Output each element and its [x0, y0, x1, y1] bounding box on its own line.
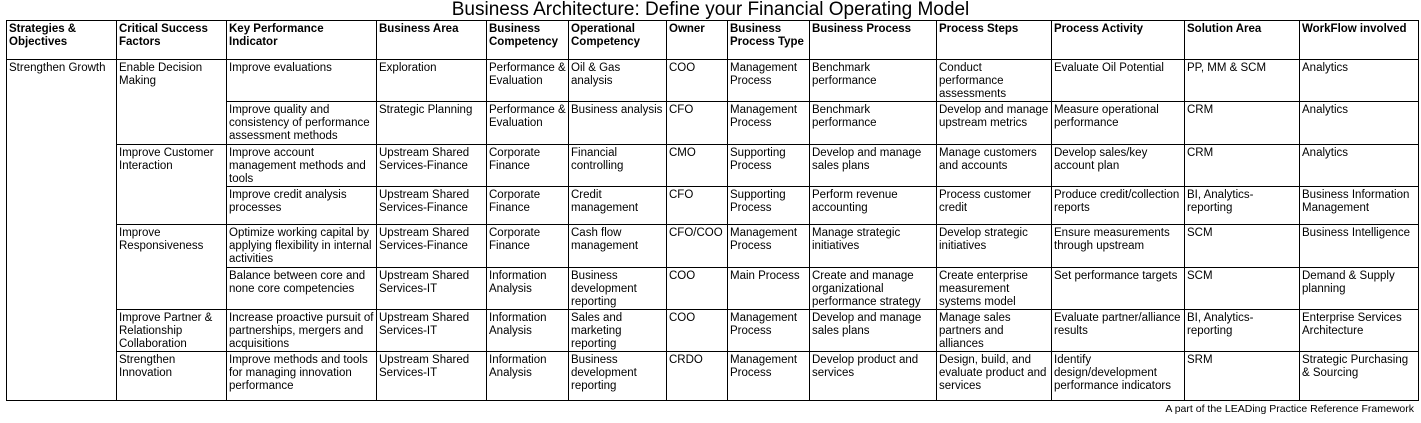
table-cell [7, 225, 117, 267]
table-cell: Measure operational performance [1052, 102, 1185, 144]
table-cell: Ensure measurements through upstream [1052, 225, 1185, 267]
column-header: Process Steps [937, 21, 1052, 60]
table-cell: Develop strategic initiatives [937, 225, 1052, 267]
table-cell: Analytics [1300, 144, 1419, 186]
table-cell: Develop and manage sales plans [810, 144, 937, 186]
table-cell: Sales and marketing reporting [569, 310, 667, 352]
table-cell: Supporting Process [728, 144, 810, 186]
table-cell: Improve account management methods and tools [227, 144, 377, 186]
table-cell: Develop and manage sales plans [810, 310, 937, 352]
table-cell: Upstream Shared Services-IT [377, 352, 487, 401]
table-cell [7, 187, 117, 225]
table-cell: Upstream Shared Services-IT [377, 310, 487, 352]
page-title: Business Architecture: Define your Financial Operating Model [451, 0, 970, 20]
table-cell: Identify design/development performance indicators [1052, 352, 1185, 401]
table-cell: Oil & Gas analysis [569, 60, 667, 102]
table-cell: Upstream Shared Services-Finance [377, 144, 487, 186]
table-cell: Develop product and services [810, 352, 937, 401]
table-cell [7, 267, 117, 309]
table-cell: SRM [1185, 352, 1300, 401]
table-cell: Improve credit analysis processes [227, 187, 377, 225]
table-cell: Produce credit/collection reports [1052, 187, 1185, 225]
table-cell: Enable Decision Making [117, 60, 227, 102]
table-cell: Strengthen Innovation [117, 352, 227, 401]
column-header: Strategies & Objectives [7, 21, 117, 60]
column-header: Process Activity [1052, 21, 1185, 60]
table-row [7, 352, 1419, 401]
table-cell: Conduct performance assessments [937, 60, 1052, 102]
column-header: Solution Area [1185, 21, 1300, 60]
table-cell: CRDO [667, 352, 728, 401]
table-cell: SCM [1185, 225, 1300, 267]
column-header: Business Area [377, 21, 487, 60]
table-cell: Business development reporting [569, 352, 667, 401]
table-cell: Information Analysis [487, 352, 569, 401]
table-cell: SCM [1185, 267, 1300, 309]
table-cell: Analytics [1300, 60, 1419, 102]
table-cell: Benchmark performance [810, 102, 937, 144]
table-cell: Management Process [728, 102, 810, 144]
footer-note: A part of the LEADing Practice Reference Framework [1165, 403, 1414, 415]
column-header: Operational Competency [569, 21, 667, 60]
table-cell: Set performance targets [1052, 267, 1185, 309]
table-cell: Improve quality and consistency of performance assessment methods [227, 102, 377, 144]
table-row [7, 60, 1419, 102]
table-cell: Develop sales/key account plan [1052, 144, 1185, 186]
table-cell: Process customer credit [937, 187, 1052, 225]
table-cell: Business Intelligence [1300, 225, 1419, 267]
table-cell: Upstream Shared Services-IT [377, 267, 487, 309]
column-header: Owner [667, 21, 728, 60]
table-cell: Corporate Finance [487, 187, 569, 225]
table-cell: Business Information Management [1300, 187, 1419, 225]
table-cell: Performance & Evaluation [487, 102, 569, 144]
column-header: Business Process [810, 21, 937, 60]
table-cell: Management Process [728, 225, 810, 267]
table-cell: Improve methods and tools for managing innovation performance [227, 352, 377, 401]
table-cell: Enterprise Services Architecture [1300, 310, 1419, 352]
table-cell: Develop and manage upstream metrics [937, 102, 1052, 144]
table-cell: Performance & Evaluation [487, 60, 569, 102]
table-cell: Upstream Shared Services-Finance [377, 225, 487, 267]
table-cell: Demand & Supply planning [1300, 267, 1419, 309]
table-cell: CFO/COO [667, 225, 728, 267]
table-cell: Strategic Purchasing & Sourcing [1300, 352, 1419, 401]
column-header: Critical Success Factors [117, 21, 227, 60]
table-cell: Improve Customer Interaction [117, 144, 227, 186]
table-cell: Strategic Planning [377, 102, 487, 144]
table-cell [7, 352, 117, 401]
table-cell: Credit management [569, 187, 667, 225]
table-row [7, 102, 1419, 144]
table-row [7, 225, 1419, 267]
table-cell: Strengthen Growth [7, 60, 117, 102]
table-row [7, 144, 1419, 186]
table-cell: Cash flow management [569, 225, 667, 267]
table-cell: Benchmark performance [810, 60, 937, 102]
table-cell: Exploration [377, 60, 487, 102]
table-cell: CRM [1185, 144, 1300, 186]
header-row [7, 21, 1419, 60]
table-cell: Manage sales partners and alliances [937, 310, 1052, 352]
table-cell: Create and manage organizational performance strategy [810, 267, 937, 309]
table-cell: Improve Partner & Relationship Collaboration [117, 310, 227, 352]
operating-model-table [6, 20, 1419, 401]
table-cell: Management Process [728, 60, 810, 102]
table-cell [117, 187, 227, 225]
table-cell [117, 102, 227, 144]
table-cell: COO [667, 267, 728, 309]
table-cell: Evaluate partner/alliance results [1052, 310, 1185, 352]
table-cell: Upstream Shared Services-Finance [377, 187, 487, 225]
table-cell: Perform revenue accounting [810, 187, 937, 225]
table-cell: Business development reporting [569, 267, 667, 309]
table-cell: BI, Analytics-reporting [1185, 310, 1300, 352]
table-cell: Corporate Finance [487, 144, 569, 186]
table-cell [117, 267, 227, 309]
table-cell: Improve Responsiveness [117, 225, 227, 267]
table-cell: COO [667, 310, 728, 352]
table-cell: Main Process [728, 267, 810, 309]
table-cell: Supporting Process [728, 187, 810, 225]
column-header: WorkFlow involved [1300, 21, 1419, 60]
table-row [7, 310, 1419, 352]
column-header: Key Performance Indicator [227, 21, 377, 60]
table-row [7, 267, 1419, 309]
table-cell: CRM [1185, 102, 1300, 144]
table-cell: Balance between core and none core competencies [227, 267, 377, 309]
table-cell: PP, MM & SCM [1185, 60, 1300, 102]
table-cell: CFO [667, 102, 728, 144]
table-cell: CFO [667, 187, 728, 225]
table-cell: Information Analysis [487, 310, 569, 352]
column-header: Business Process Type [728, 21, 810, 60]
table-body [7, 60, 1419, 401]
table-cell: Corporate Finance [487, 225, 569, 267]
table-cell: Optimize working capital by applying flexibility in internal activities [227, 225, 377, 267]
column-header: Business Competency [487, 21, 569, 60]
table-cell [7, 102, 117, 144]
table-cell [7, 310, 117, 352]
table-cell: Manage strategic initiatives [810, 225, 937, 267]
table-row [7, 187, 1419, 225]
table-cell: Improve evaluations [227, 60, 377, 102]
table-cell [7, 144, 117, 186]
table-cell: CMO [667, 144, 728, 186]
table-cell: Business analysis [569, 102, 667, 144]
table-cell: COO [667, 60, 728, 102]
table-cell: Analytics [1300, 102, 1419, 144]
table-cell: Manage customers and accounts [937, 144, 1052, 186]
table-cell: BI, Analytics-reporting [1185, 187, 1300, 225]
table-cell: Management Process [728, 310, 810, 352]
table-cell: Increase proactive pursuit of partnerships, mergers and acquisitions [227, 310, 377, 352]
table-cell: Financial controlling [569, 144, 667, 186]
table-cell: Create enterprise measurement systems model [937, 267, 1052, 309]
table-cell: Management Process [728, 352, 810, 401]
table-cell: Design, build, and evaluate product and services [937, 352, 1052, 401]
table-cell: Information Analysis [487, 267, 569, 309]
table-cell: Evaluate Oil Potential [1052, 60, 1185, 102]
